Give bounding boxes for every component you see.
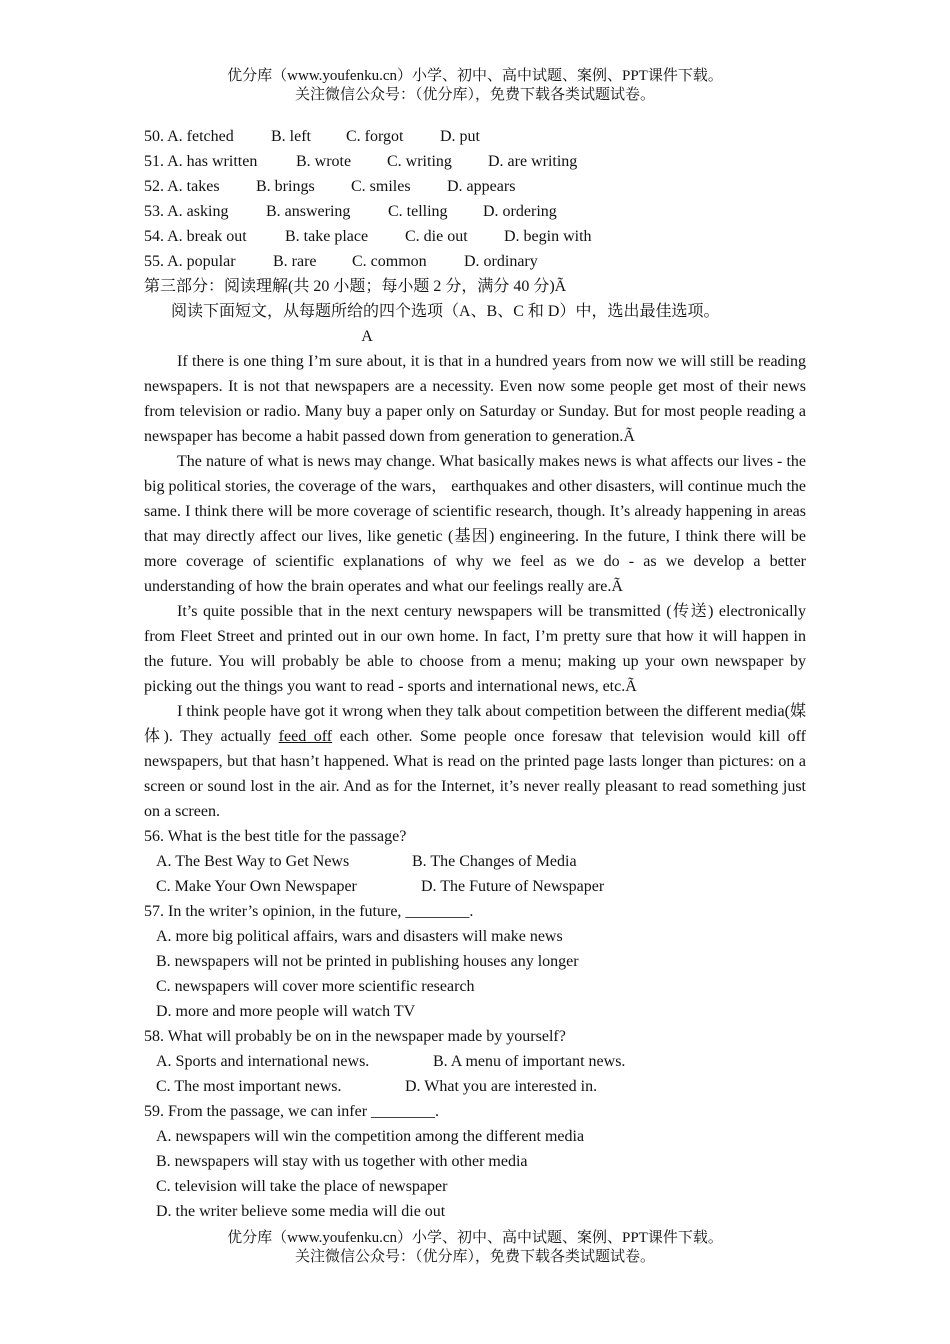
option-d: D. begin with: [504, 228, 592, 245]
option-d: D. are writing: [488, 153, 578, 170]
question-58-options: [144, 1049, 806, 1074]
option-a: 52. A. takes: [144, 178, 220, 195]
cloze-option-row: [144, 249, 806, 274]
question-56-stem: 56. What is the best title for the passage?: [144, 828, 407, 845]
option-c: C. common: [352, 253, 427, 270]
option-c: C. writing: [387, 153, 452, 170]
cloze-option-row: [144, 224, 806, 249]
option-c: C. forgot: [346, 128, 404, 145]
option-b: B. brings: [256, 178, 315, 195]
option-a: 55. A. popular: [144, 253, 236, 270]
option-c: C. die out: [405, 228, 468, 245]
option-b: B. A menu of important news.: [433, 1053, 626, 1070]
header-line-2: 关注微信公众号：（优分库），免费下载各类试题试卷。: [294, 87, 655, 103]
cloze-option-row: [144, 124, 806, 149]
option-d: D. What you are interested in.: [405, 1078, 598, 1095]
option-d: D. put: [440, 128, 480, 145]
question-58-options: [144, 1074, 806, 1099]
option-b: B. take place: [285, 228, 369, 245]
option-a: 50. A. fetched: [144, 128, 234, 145]
paragraph-text: I think people have got it wrong when they talk about competition between the different media(媒体). They actually: [144, 703, 806, 745]
question-58-stem: 58. What will probably be on in the newspaper made by yourself?: [144, 1028, 566, 1045]
section-title: 第三部分：阅读理解(共 20 小题；每小题 2 分，满分 40 分)Ã: [144, 278, 567, 295]
exam-content: [144, 124, 806, 1224]
paragraph-text: each other. Some people once foresaw that television would kill off newspapers, but that hasn’t happened. What is read on the printed page lasts longer than pictures: on a screen or sound lost in the air. And as for the Internet, it’s never really pleasant to read something just on a screen.: [144, 728, 807, 820]
page-footer: [0, 1229, 950, 1267]
cloze-option-row: [144, 199, 806, 224]
option-d: D. more and more people will watch TV: [156, 1003, 416, 1020]
option-c: C. The most important news.: [156, 1078, 342, 1095]
option-c: C. telling: [388, 203, 448, 220]
option-a: 54. A. break out: [144, 228, 247, 245]
section-instruction: 阅读下面短文，从每题所给的四个选项（A、B、C 和 D）中，选出最佳选项。: [171, 303, 720, 320]
question-59-stem: 59. From the passage, we can infer ________.: [144, 1103, 440, 1120]
passage-paragraph-2: The nature of what is news may change. What basically makes news is what affects our lives - the big political stories, the coverage of the wars， earthquakes and other disasters, will continue much the same. I think there will be more coverage of scientific research, though. It’s already happening in areas that may directly affect our lives, like genetic (基因) engineering. In the future, I think there will be more coverage of scientific explanations of why we feel as we do - as we develop a better understanding of how the brain operates and what our feelings really are.Ã: [144, 453, 806, 595]
option-c: C. television will take the place of newspaper: [156, 1178, 448, 1195]
passage-paragraph-1: If there is one thing I’m sure about, it is that in a hundred years from now we will still be reading newspapers. It is not that newspapers are a necessity. Even now some people get most of their news from television or radio. Many buy a paper only on Saturday or Sunday. But for most people reading a newspaper has become a habit passed down from generation to generation.Ã: [144, 353, 806, 445]
option-d: D. the writer believe some media will die out: [156, 1203, 446, 1220]
option-d: D. ordering: [483, 203, 557, 220]
option-a: A. more big political affairs, wars and disasters will make news: [156, 928, 563, 945]
option-c: C. smiles: [351, 178, 411, 195]
option-a: A. The Best Way to Get News: [156, 853, 350, 870]
passage-paragraph-4: [144, 699, 806, 824]
option-d: D. The Future of Newspaper: [421, 878, 605, 895]
question-56-options: [144, 849, 806, 874]
option-d: D. appears: [447, 178, 516, 195]
option-c: C. newspapers will cover more scientific research: [156, 978, 475, 995]
option-a: 51. A. has written: [144, 153, 258, 170]
option-a: 53. A. asking: [144, 203, 229, 220]
cloze-option-row: [144, 149, 806, 174]
page-header: [0, 67, 950, 105]
option-b: B. newspapers will stay with us together with other media: [156, 1153, 528, 1170]
option-b: B. wrote: [296, 153, 352, 170]
footer-line-2: 关注微信公众号：（优分库），免费下载各类试题试卷。: [294, 1249, 655, 1265]
passage-paragraph-3: It’s quite possible that in the next century newspapers will be transmitted (传送) electronically from Fleet Street and printed out in our own home. In fact, I’m pretty sure that how it will happen in the future. You will probably be able to choose from a menu; making up your own newspaper by picking out the things you want to read - sports and international news, etc.Ã: [144, 603, 806, 695]
option-b: B. rare: [273, 253, 317, 270]
question-57-stem: 57. In the writer’s opinion, in the future, ________.: [144, 903, 474, 920]
header-line-1: 优分库（www.youfenku.cn）小学、初中、高中试题、案例、PPT课件下载。: [227, 68, 723, 84]
option-a: A. newspapers will win the competition among the different media: [156, 1128, 585, 1145]
footer-line-1: 优分库（www.youfenku.cn）小学、初中、高中试题、案例、PPT课件下载。: [227, 1230, 723, 1246]
passage-label: A: [361, 328, 373, 345]
option-c: C. Make Your Own Newspaper: [156, 878, 357, 895]
cloze-option-row: [144, 174, 806, 199]
question-56-options: [144, 874, 806, 899]
option-b: B. newspapers will not be printed in publishing houses any longer: [156, 953, 579, 970]
option-b: B. answering: [266, 203, 351, 220]
option-b: B. left: [271, 128, 311, 145]
underlined-phrase: feed off: [278, 728, 333, 745]
option-a: A. Sports and international news.: [156, 1053, 370, 1070]
option-d: D. ordinary: [464, 253, 538, 270]
option-b: B. The Changes of Media: [412, 853, 577, 870]
